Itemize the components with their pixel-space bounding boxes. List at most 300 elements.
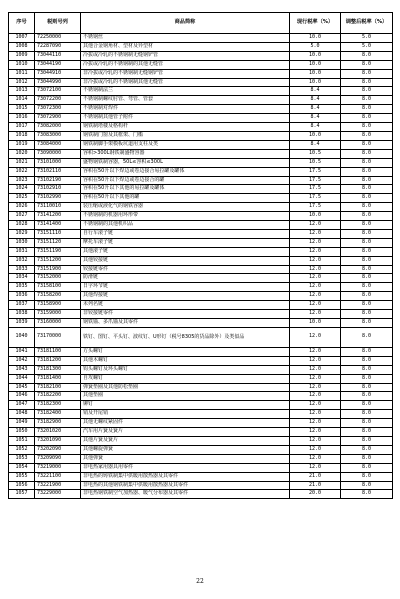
table-row [9, 149, 393, 158]
cell-adjusted-rate: 5.0 [341, 34, 393, 43]
cell-code: 73182400 [35, 410, 81, 419]
cell-current-rate: 12.0 [290, 310, 341, 319]
table-row [9, 428, 393, 437]
cell-adjusted-rate: 8.0 [341, 428, 393, 437]
cell-adjusted-rate: 8.0 [341, 319, 393, 328]
cell-seq: 1031 [9, 247, 35, 256]
cell-name: 容积在50升以下焊边或卷边接合易拉罐及罐体 [81, 167, 290, 176]
cell-adjusted-rate: 8.0 [341, 247, 393, 256]
table-row [9, 105, 393, 114]
cell-code: 73151900 [35, 265, 81, 274]
table-row [9, 410, 393, 419]
cell-seq: 1036 [9, 292, 35, 301]
cell-adjusted-rate: 8.0 [341, 310, 393, 319]
cell-seq: 1053 [9, 454, 35, 463]
cell-seq: 1011 [9, 69, 35, 78]
table-row [9, 185, 393, 194]
cell-current-rate: 8.4 [290, 96, 341, 105]
cell-name: 钢铁制塔楼及格构杆 [81, 123, 290, 132]
cell-code: 73181400 [35, 374, 81, 383]
cell-adjusted-rate: 8.0 [341, 365, 393, 374]
table-row [9, 238, 393, 247]
cell-adjusted-rate: 8.0 [341, 176, 393, 185]
cell-adjusted-rate: 8.0 [341, 212, 393, 221]
cell-code: 73141200 [35, 212, 81, 221]
cell-code: 73151190 [35, 247, 81, 256]
cell-adjusted-rate: 8.0 [341, 410, 393, 419]
cell-code: 73072200 [35, 96, 81, 105]
cell-adjusted-rate: 8.0 [341, 69, 393, 78]
cell-seq: 1020 [9, 149, 35, 158]
cell-current-rate: 12.0 [290, 247, 341, 256]
cell-adjusted-rate: 8.0 [341, 238, 393, 247]
cell-current-rate: 12.0 [290, 274, 341, 283]
cell-current-rate: 12.0 [290, 229, 341, 238]
cell-current-rate: 10.0 [290, 60, 341, 69]
cell-code: 73072900 [35, 114, 81, 123]
cell-name: 汽车用片簧及簧片 [81, 428, 290, 437]
header-adjusted-rate: 调整后税率（%） [341, 13, 393, 34]
table-row [9, 463, 393, 472]
cell-adjusted-rate: 8.0 [341, 472, 393, 481]
cell-seq: 1007 [9, 34, 35, 43]
cell-seq: 1057 [9, 490, 35, 499]
cell-adjusted-rate: 8.0 [341, 194, 393, 203]
cell-seq: 1056 [9, 481, 35, 490]
cell-current-rate: 10.0 [290, 131, 341, 140]
cell-current-rate: 12.0 [290, 221, 341, 230]
cell-adjusted-rate: 8.0 [341, 419, 393, 428]
cell-current-rate: 12.0 [290, 392, 341, 401]
cell-code: 73229000 [35, 490, 81, 499]
cell-name: 弹簧垫圈及其他防松垫圈 [81, 383, 290, 392]
cell-seq: 1013 [9, 87, 35, 96]
cell-name: 其他合金钢角材、型材及异型材 [81, 42, 290, 51]
cell-name: 不锈钢丝 [81, 34, 290, 43]
table-row [9, 347, 393, 356]
cell-name: 日字环节链 [81, 283, 290, 292]
cell-code: 73102910 [35, 185, 81, 194]
table-row [9, 327, 393, 347]
cell-adjusted-rate: 8.0 [341, 140, 393, 149]
cell-current-rate: 12.0 [290, 454, 341, 463]
cell-current-rate: 17.5 [290, 203, 341, 212]
cell-code: 73102990 [35, 194, 81, 203]
table-row [9, 310, 393, 319]
cell-adjusted-rate: 8.0 [341, 78, 393, 87]
cell-current-rate: 12.0 [290, 347, 341, 356]
cell-adjusted-rate: 8.0 [341, 203, 393, 212]
cell-code: 73044110 [35, 51, 81, 60]
cell-code: 73083000 [35, 131, 81, 140]
cell-seq: 1032 [9, 256, 35, 265]
cell-code: 73072100 [35, 87, 81, 96]
cell-code: 73182100 [35, 383, 81, 392]
table-row [9, 96, 393, 105]
cell-code: 73181100 [35, 347, 81, 356]
table-row [9, 78, 393, 87]
cell-name: 其他弹簧 [81, 454, 290, 463]
table-row [9, 69, 393, 78]
cell-current-rate: 12.0 [290, 463, 341, 472]
cell-current-rate: 12.0 [290, 265, 341, 274]
cell-adjusted-rate: 8.0 [341, 374, 393, 383]
cell-current-rate: 17.5 [290, 185, 341, 194]
cell-code: 73221900 [35, 481, 81, 490]
table-row [9, 481, 393, 490]
table-row [9, 292, 393, 301]
cell-seq: 1035 [9, 283, 35, 292]
cell-seq: 1033 [9, 265, 35, 274]
cell-seq: 1010 [9, 60, 35, 69]
cell-adjusted-rate: 8.0 [341, 401, 393, 410]
cell-current-rate: 12.0 [290, 301, 341, 310]
cell-name: 其他螺旋弹簧 [81, 445, 290, 454]
cell-name: 冷拔或冷轧的不锈钢制的其他无缝管 [81, 60, 290, 69]
header-seq: 序号 [9, 13, 35, 34]
cell-name: 其他垫圈 [81, 392, 290, 401]
cell-current-rate: 12.0 [290, 365, 341, 374]
table-row [9, 356, 393, 365]
header-current-rate: 现行税率（%） [290, 13, 341, 34]
cell-name: 其他滚子链 [81, 247, 290, 256]
table-header-row [9, 13, 393, 34]
cell-name: 非电热家用器具用零件 [81, 463, 290, 472]
table-row [9, 301, 393, 310]
table-row [9, 42, 393, 51]
cell-adjusted-rate: 8.0 [341, 274, 393, 283]
cell-current-rate: 10.5 [290, 149, 341, 158]
table-row [9, 87, 393, 96]
cell-current-rate: 12.0 [290, 445, 341, 454]
cell-seq: 1045 [9, 383, 35, 392]
cell-adjusted-rate: 8.0 [341, 221, 393, 230]
cell-name: 非电热的铸铁制集中供暖用散热器及其零件 [81, 472, 290, 481]
cell-seq: 1019 [9, 140, 35, 149]
cell-seq: 1047 [9, 401, 35, 410]
cell-adjusted-rate: 8.0 [341, 51, 393, 60]
cell-adjusted-rate: 8.0 [341, 454, 393, 463]
cell-code: 73209090 [35, 454, 81, 463]
cell-seq: 1050 [9, 428, 35, 437]
cell-seq: 1015 [9, 105, 35, 114]
cell-name: 钢铁制脚手架模板坑道用支柱及类 [81, 140, 290, 149]
cell-adjusted-rate: 8.0 [341, 292, 393, 301]
cell-seq: 1037 [9, 301, 35, 310]
table-row [9, 247, 393, 256]
cell-code: 73151120 [35, 238, 81, 247]
cell-current-rate: 10.0 [290, 78, 341, 87]
cell-current-rate: 12.0 [290, 374, 341, 383]
cell-current-rate: 12.0 [290, 292, 341, 301]
table-row [9, 140, 393, 149]
table-row [9, 123, 393, 132]
cell-seq: 1034 [9, 274, 35, 283]
cell-code: 73181300 [35, 365, 81, 374]
cell-seq: 1018 [9, 131, 35, 140]
cell-current-rate: 12.0 [290, 410, 341, 419]
cell-name: 自行车滚子链 [81, 229, 290, 238]
cell-code: 73158200 [35, 292, 81, 301]
cell-code: 73102110 [35, 167, 81, 176]
cell-seq: 1014 [9, 96, 35, 105]
cell-adjusted-rate: 8.0 [341, 123, 393, 132]
cell-name: 非铰接链零件 [81, 310, 290, 319]
table-row [9, 283, 393, 292]
cell-name: 铆钉 [81, 401, 290, 410]
cell-seq: 1049 [9, 419, 35, 428]
cell-name: 不锈钢制法兰 [81, 87, 290, 96]
table-row [9, 374, 393, 383]
table-row [9, 131, 393, 140]
table-body [9, 34, 393, 499]
cell-name: 其他木螺钉 [81, 356, 290, 365]
table-row [9, 319, 393, 328]
cell-adjusted-rate: 8.0 [341, 60, 393, 69]
cell-name: 防滑链 [81, 274, 290, 283]
cell-adjusted-rate: 8.0 [341, 445, 393, 454]
cell-name: 非电热钢铁制空气加热器、暖气分布器及其零件 [81, 490, 290, 499]
cell-seq: 1052 [9, 445, 35, 454]
cell-name: 不锈钢制的其他机织品 [81, 221, 290, 230]
cell-name: 其他铰接链 [81, 256, 290, 265]
cell-adjusted-rate: 8.0 [341, 383, 393, 392]
cell-name: 钢铁锚、多爪锚及其零件 [81, 319, 290, 328]
cell-current-rate: 12.0 [290, 327, 341, 347]
cell-seq: 1016 [9, 114, 35, 123]
cell-name: 冷拔或冷轧的不锈钢制无缝钢铲管 [81, 51, 290, 60]
cell-code: 73072300 [35, 105, 81, 114]
cell-adjusted-rate: 8.0 [341, 436, 393, 445]
cell-current-rate: 10.0 [290, 319, 341, 328]
cell-seq: 1027 [9, 212, 35, 221]
cell-code: 73221100 [35, 472, 81, 481]
cell-current-rate: 12.0 [290, 383, 341, 392]
cell-seq: 1026 [9, 203, 35, 212]
cell-current-rate: 8.4 [290, 140, 341, 149]
cell-code: 73160000 [35, 319, 81, 328]
cell-name: 容积>300L钢铁制盛物容器 [81, 149, 290, 158]
cell-name: 铰接链零件 [81, 265, 290, 274]
cell-seq: 1051 [9, 436, 35, 445]
table-row [9, 176, 393, 185]
cell-adjusted-rate: 8.0 [341, 301, 393, 310]
cell-current-rate: 8.4 [290, 87, 341, 96]
cell-name: 钩头螺钉及环头螺钉 [81, 365, 290, 374]
cell-adjusted-rate: 8.0 [341, 158, 393, 167]
table-row [9, 34, 393, 43]
cell-seq: 1046 [9, 392, 35, 401]
cell-seq: 1042 [9, 356, 35, 365]
cell-code: 73170000 [35, 327, 81, 347]
cell-current-rate: 12.0 [290, 256, 341, 265]
table-row [9, 203, 393, 212]
cell-seq: 1028 [9, 221, 35, 230]
cell-name: 摩托车滚子链 [81, 238, 290, 247]
cell-name: 其他无螺纹紧固件 [81, 419, 290, 428]
cell-current-rate: 21.0 [290, 472, 341, 481]
cell-seq: 1008 [9, 42, 35, 51]
tariff-table [8, 12, 393, 499]
cell-adjusted-rate: 8.0 [341, 167, 393, 176]
table-row [9, 167, 393, 176]
table-row [9, 365, 393, 374]
cell-code: 73082000 [35, 123, 81, 132]
cell-name: 不锈钢制其他管子附件 [81, 114, 290, 123]
cell-name: 其他片簧及簧片 [81, 436, 290, 445]
cell-adjusted-rate: 8.0 [341, 87, 393, 96]
tariff-table-container [8, 12, 392, 499]
table-row [9, 274, 393, 283]
cell-code: 73090000 [35, 149, 81, 158]
table-row [9, 221, 393, 230]
cell-adjusted-rate: 8.0 [341, 265, 393, 274]
cell-adjusted-rate: 8.0 [341, 105, 393, 114]
cell-current-rate: 10.0 [290, 51, 341, 60]
cell-code: 72287090 [35, 42, 81, 51]
header-code: 税则号列 [35, 13, 81, 34]
cell-seq: 1030 [9, 238, 35, 247]
page-number: 22 [196, 578, 204, 585]
table-row [9, 60, 393, 69]
cell-current-rate: 12.0 [290, 428, 341, 437]
table-row [9, 445, 393, 454]
cell-current-rate: 10.5 [290, 158, 341, 167]
table-row [9, 158, 393, 167]
cell-adjusted-rate: 8.0 [341, 463, 393, 472]
cell-current-rate: 10.0 [290, 69, 341, 78]
cell-name: 方头螺钉 [81, 347, 290, 356]
cell-code: 73102190 [35, 176, 81, 185]
cell-name: 自攻螺钉 [81, 374, 290, 383]
cell-seq: 1017 [9, 123, 35, 132]
cell-name: 容积在50升以下其他的易拉罐及罐体 [81, 185, 290, 194]
table-row [9, 436, 393, 445]
cell-code: 73202090 [35, 445, 81, 454]
cell-current-rate: 8.4 [290, 105, 341, 114]
cell-adjusted-rate: 8.0 [341, 327, 393, 347]
cell-code: 73219000 [35, 463, 81, 472]
header-name: 商品简称 [81, 13, 290, 34]
cell-seq: 1021 [9, 158, 35, 167]
cell-code: 73158900 [35, 301, 81, 310]
cell-adjusted-rate: 8.0 [341, 256, 393, 265]
cell-seq: 1025 [9, 194, 35, 203]
cell-adjusted-rate: 8.0 [341, 356, 393, 365]
cell-code: 73084000 [35, 140, 81, 149]
cell-name: 非冷拔或冷轧的不锈钢制其他无缝管 [81, 78, 290, 87]
cell-seq: 1040 [9, 327, 35, 347]
cell-adjusted-rate: 8.0 [341, 149, 393, 158]
cell-name: 非电热的其他钢铁制集中供暖用散热器及其零件 [81, 481, 290, 490]
cell-current-rate: 12.0 [290, 238, 341, 247]
cell-code: 73159000 [35, 310, 81, 319]
cell-seq: 1012 [9, 78, 35, 87]
cell-current-rate: 5.0 [290, 42, 341, 51]
cell-current-rate: 17.5 [290, 176, 341, 185]
cell-code: 73152000 [35, 274, 81, 283]
cell-code: 73044190 [35, 60, 81, 69]
cell-seq: 1029 [9, 229, 35, 238]
cell-adjusted-rate: 8.0 [341, 347, 393, 356]
cell-name: 容积在50升以下焊边或卷边接合的罐 [81, 176, 290, 185]
cell-current-rate: 8.4 [290, 123, 341, 132]
cell-code: 73141400 [35, 221, 81, 230]
cell-seq: 1048 [9, 410, 35, 419]
table-row [9, 392, 393, 401]
cell-seq: 1039 [9, 319, 35, 328]
cell-seq: 1054 [9, 463, 35, 472]
cell-seq: 1022 [9, 167, 35, 176]
cell-seq: 1038 [9, 310, 35, 319]
table-row [9, 401, 393, 410]
cell-adjusted-rate: 8.0 [341, 229, 393, 238]
cell-seq: 1055 [9, 472, 35, 481]
cell-adjusted-rate: 5.0 [341, 42, 393, 51]
cell-name: 装压缩或液化气的钢铁容器 [81, 203, 290, 212]
cell-code: 73044990 [35, 78, 81, 87]
cell-code: 73158100 [35, 283, 81, 292]
cell-name: 不锈钢制螺纹肘管、弯管、管套 [81, 96, 290, 105]
cell-code: 73182900 [35, 419, 81, 428]
cell-seq: 1041 [9, 347, 35, 356]
cell-adjusted-rate: 8.0 [341, 392, 393, 401]
cell-current-rate: 12.0 [290, 436, 341, 445]
cell-current-rate: 12.0 [290, 356, 341, 365]
cell-current-rate: 12.0 [290, 283, 341, 292]
cell-name: 未列名链 [81, 301, 290, 310]
cell-name: 铁钉、图钉、平头钉、波纹钉、U形钉（税号8305的货品除外）及类似品 [81, 327, 290, 347]
cell-adjusted-rate: 8.0 [341, 490, 393, 499]
cell-name: 销及开尾销 [81, 410, 290, 419]
cell-seq: 1044 [9, 374, 35, 383]
cell-current-rate: 21.0 [290, 481, 341, 490]
cell-current-rate: 8.4 [290, 114, 341, 123]
table-row [9, 51, 393, 60]
cell-name: 非冷拔或冷轧的不锈钢制无缝钢铲管 [81, 69, 290, 78]
cell-name: 盛物钢铁制容器，50L≤容积≤300L [81, 158, 290, 167]
table-row [9, 114, 393, 123]
cell-code: 73182200 [35, 392, 81, 401]
table-row [9, 265, 393, 274]
cell-current-rate: 12.0 [290, 401, 341, 410]
cell-code: 73101000 [35, 158, 81, 167]
cell-code: 73151200 [35, 256, 81, 265]
table-row [9, 490, 393, 499]
cell-adjusted-rate: 8.0 [341, 96, 393, 105]
table-row [9, 212, 393, 221]
cell-current-rate: 17.5 [290, 167, 341, 176]
cell-code: 73201090 [35, 436, 81, 445]
table-row [9, 256, 393, 265]
cell-adjusted-rate: 8.0 [341, 185, 393, 194]
cell-current-rate: 10.0 [290, 34, 341, 43]
cell-seq: 1009 [9, 51, 35, 60]
table-row [9, 383, 393, 392]
cell-current-rate: 12.0 [290, 419, 341, 428]
cell-adjusted-rate: 8.0 [341, 131, 393, 140]
cell-adjusted-rate: 8.0 [341, 283, 393, 292]
cell-code: 73181200 [35, 356, 81, 365]
cell-name: 容积在50升以下其他的罐 [81, 194, 290, 203]
cell-seq: 1043 [9, 365, 35, 374]
cell-current-rate: 20.0 [290, 490, 341, 499]
cell-code: 73201020 [35, 428, 81, 437]
table-row [9, 229, 393, 238]
cell-adjusted-rate: 8.0 [341, 481, 393, 490]
cell-code: 73044910 [35, 69, 81, 78]
table-row [9, 454, 393, 463]
